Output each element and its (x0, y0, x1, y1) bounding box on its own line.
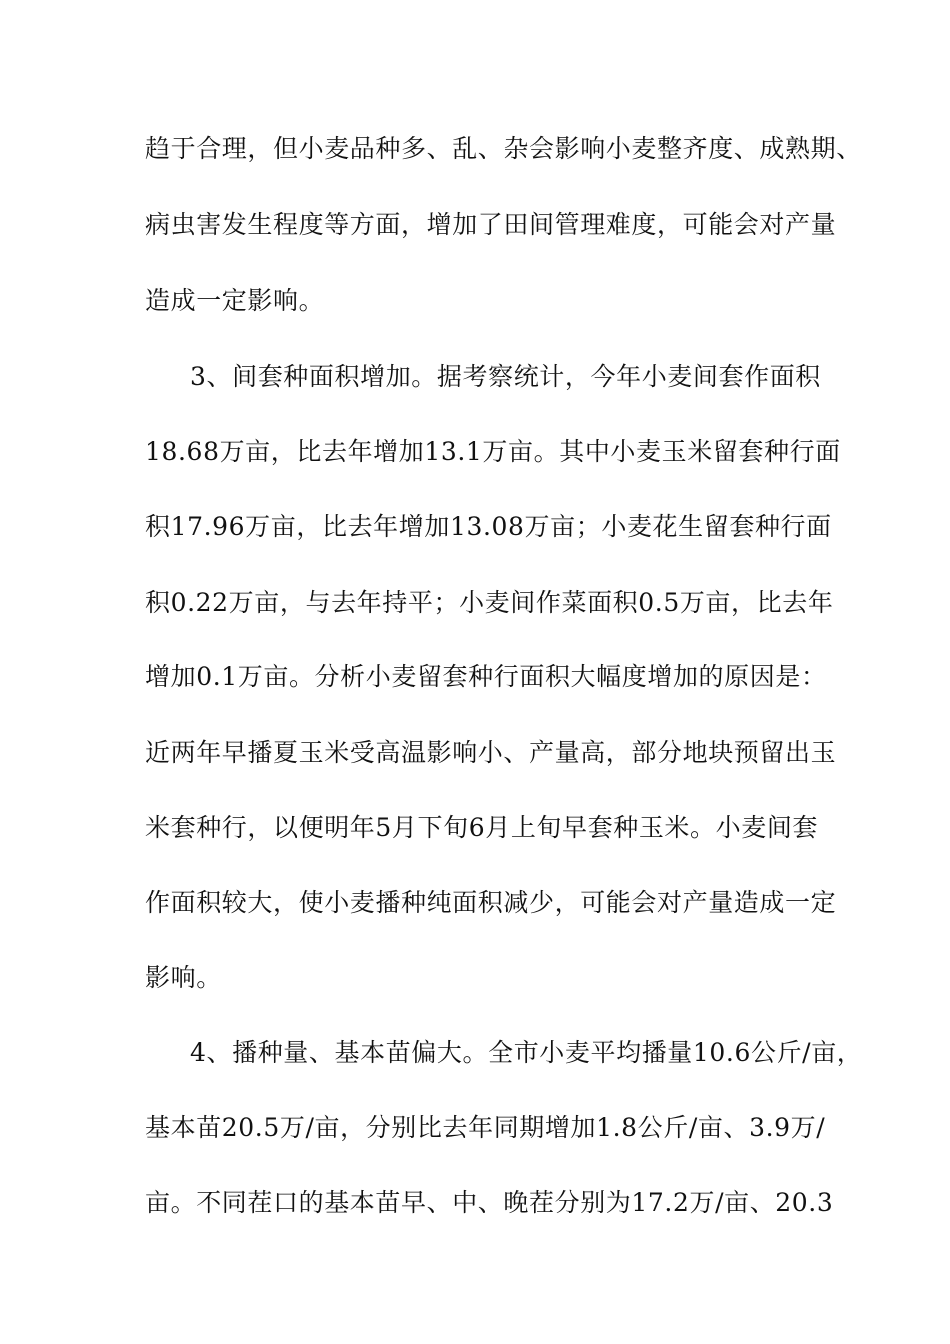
text-line-3: 造成一定影响。 (145, 286, 325, 315)
text-line-15: 亩。不同茬口的基本苗早、中、晚茬分别为17.2万/亩、20.3 (145, 1188, 834, 1217)
text-line-2: 病虫害发生程度等方面，增加了田间管理难度，可能会对产量 (145, 210, 837, 239)
text-line-4-paragraph-start: 3、间套种面积增加。据考察统计，今年小麦间套作面积 (190, 362, 821, 391)
text-line-5: 18.68万亩，比去年增加13.1万亩。其中小麦玉米留套种行面 (145, 437, 841, 466)
text-line-10: 米套种行，以便明年5月下旬6月上旬早套种玉米。小麦间套 (145, 813, 819, 842)
text-line-11: 作面积较大，使小麦播种纯面积减少，可能会对产量造成一定 (145, 888, 837, 917)
text-line-8: 增加0.1万亩。分析小麦留套种行面积大幅度增加的原因是： (145, 662, 827, 691)
text-line-7: 积0.22万亩，与去年持平；小麦间作菜面积0.5万亩，比去年 (145, 588, 834, 617)
text-line-12: 影响。 (145, 963, 222, 992)
text-line-6: 积17.96万亩，比去年增加13.08万亩；小麦花生留套种行面 (145, 512, 832, 541)
text-line-1: 趋于合理，但小麦品种多、乱、杂会影响小麦整齐度、成熟期、 (145, 134, 862, 163)
text-line-14: 基本苗20.5万/亩，分别比去年同期增加1.8公斤/亩、3.9万/ (145, 1113, 826, 1142)
text-line-9: 近两年早播夏玉米受高温影响小、产量高，部分地块预留出玉 (145, 738, 837, 767)
text-line-13-paragraph-start: 4、播种量、基本苗偏大。全市小麦平均播量10.6公斤/亩， (190, 1038, 863, 1067)
